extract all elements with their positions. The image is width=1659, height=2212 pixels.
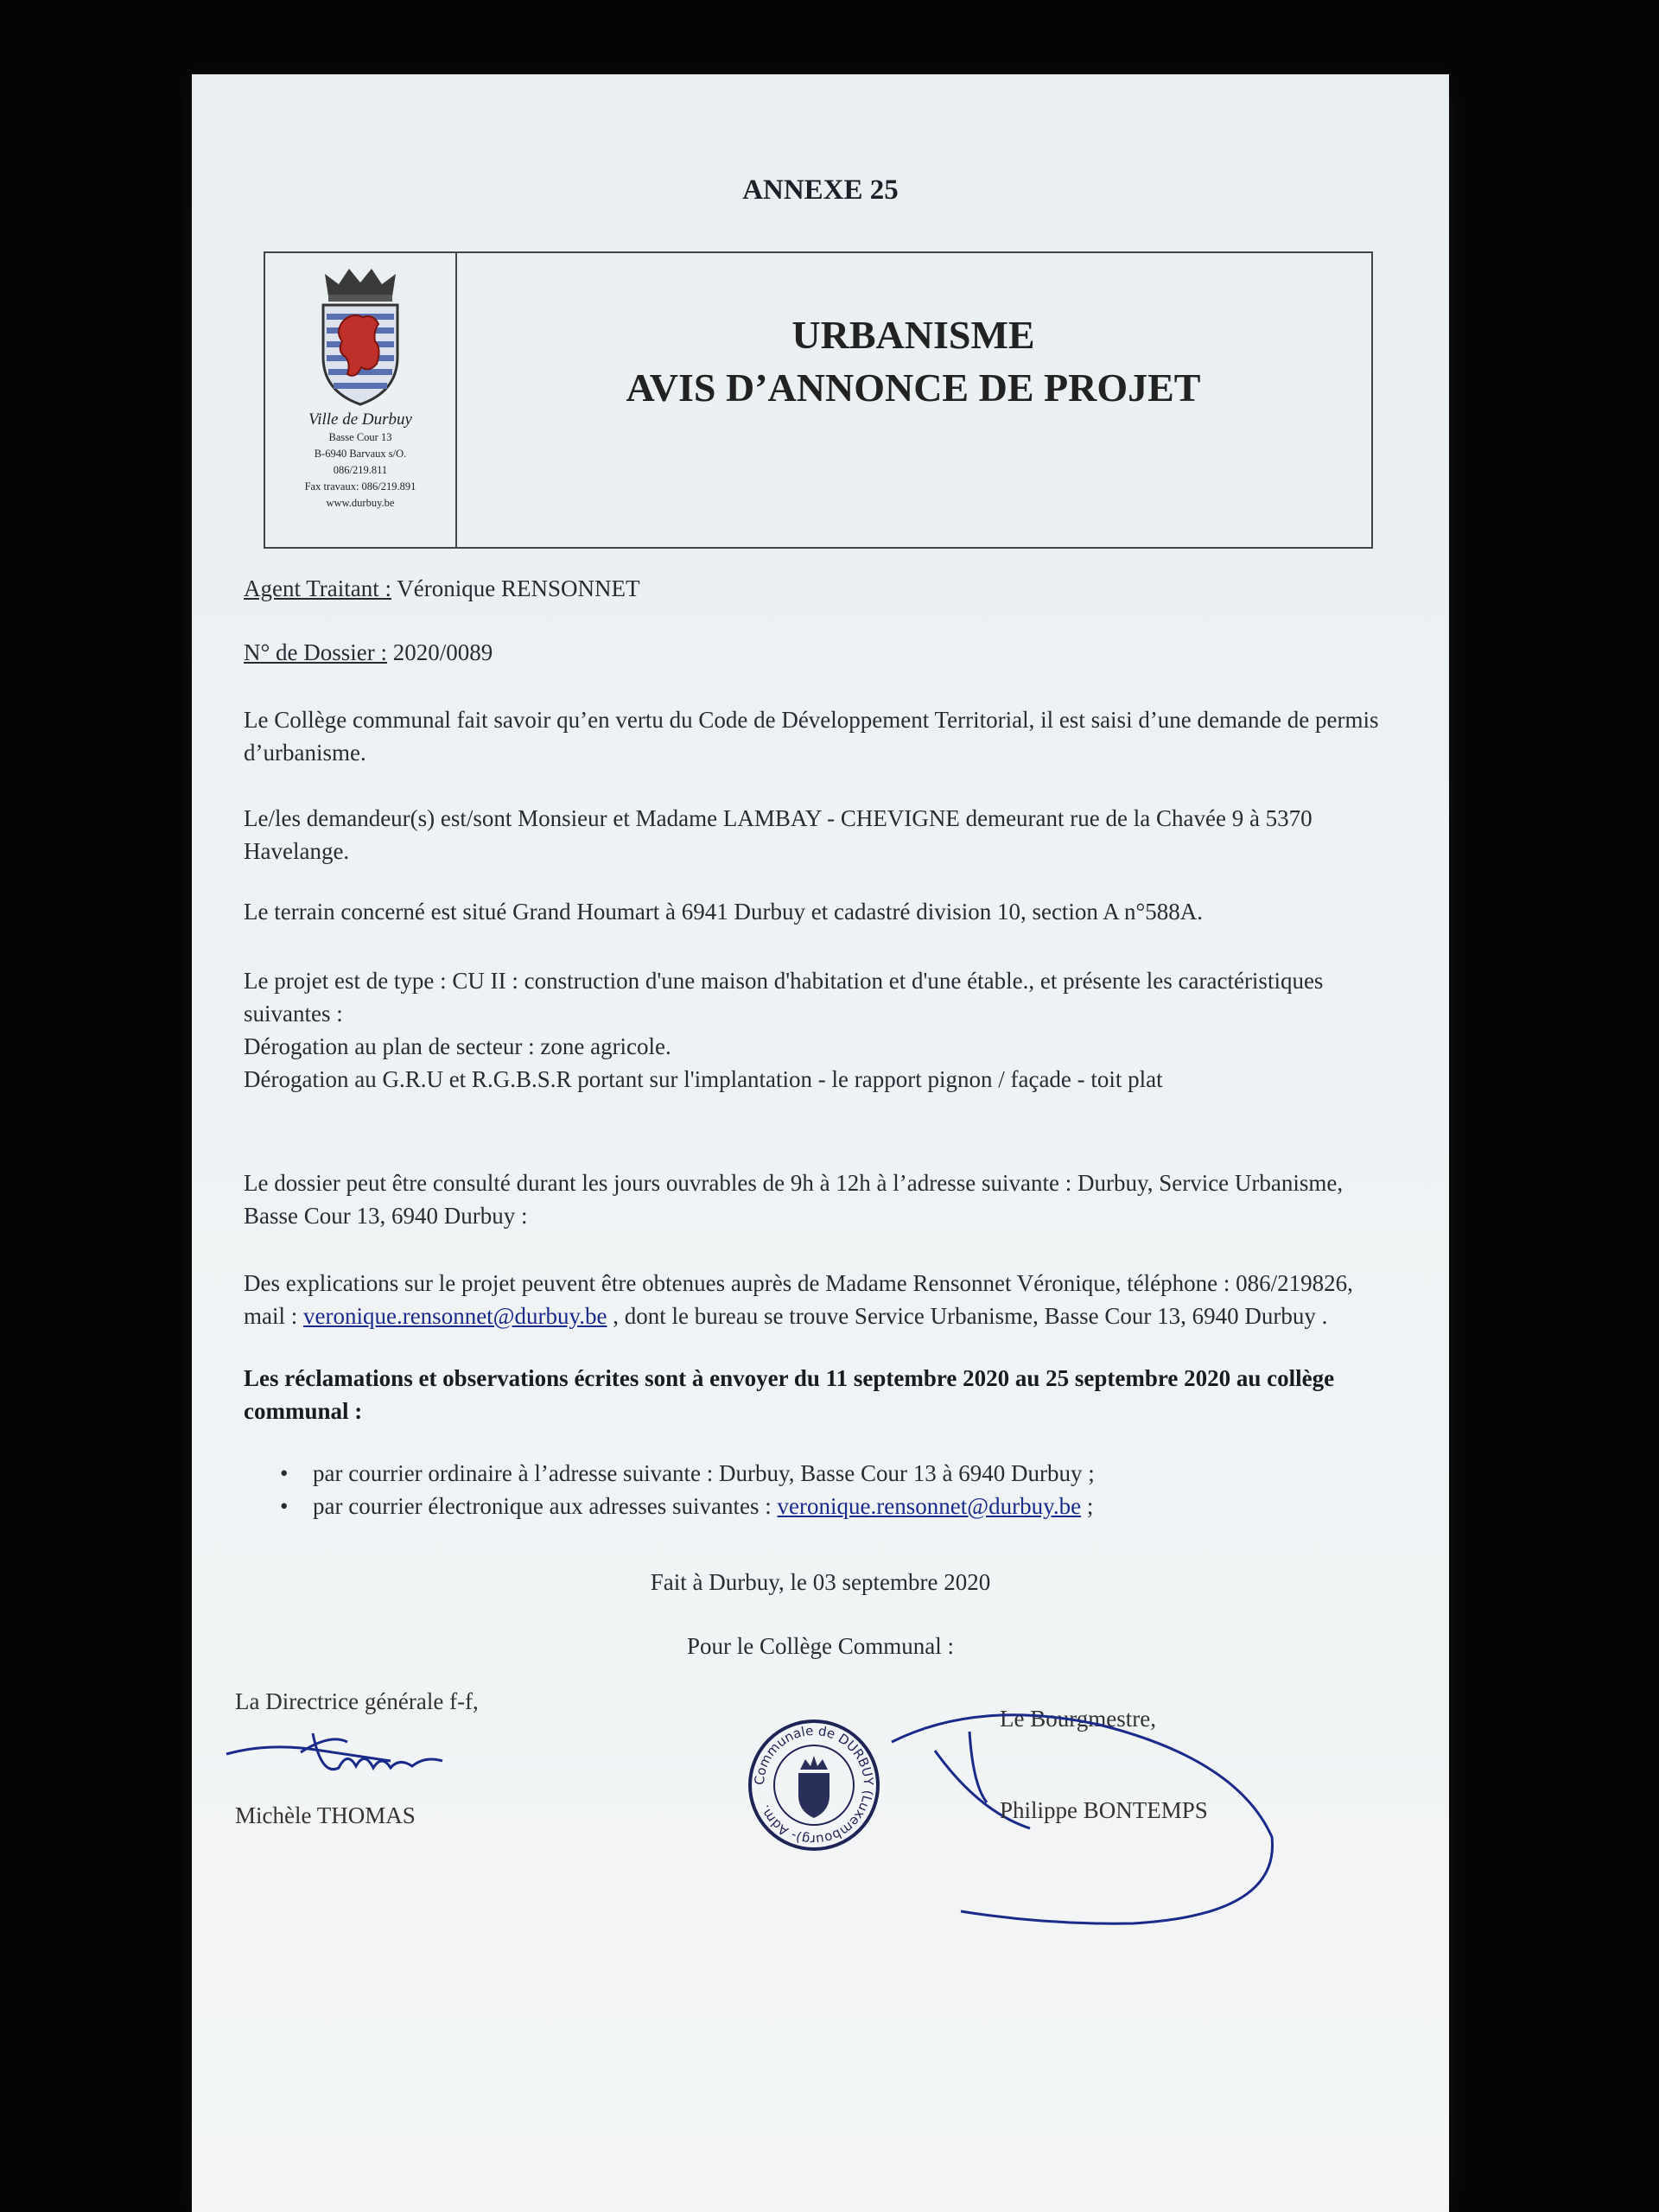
title-block <box>455 253 1371 547</box>
dossier-label: N° de Dossier : <box>244 639 388 665</box>
date-line: Fait à Durbuy, le 03 septembre 2020 <box>650 1569 991 1595</box>
dossier-value: 2020/0089 <box>387 639 493 665</box>
list-item <box>244 1490 1384 1522</box>
logo-address-line: Basse Cour 13 <box>328 431 392 443</box>
agent-value: Véronique RENSONNET <box>391 575 640 601</box>
terrain-paragraph: Le terrain concerné est situé Grand Houmart à 6941 Durbuy et cadastré division 10, section A n°588A. <box>244 899 1203 925</box>
directrice-name: Michèle THOMAS <box>235 1802 416 1828</box>
stamp-text: Communale de DURBUY (Luxembourg)- Adm. <box>751 1722 877 1848</box>
title-avis: AVIS D’ANNONCE DE PROJET <box>626 365 1201 410</box>
bourgmestre-name: Philippe BONTEMPS <box>1000 1797 1208 1823</box>
logo-fax-line: Fax travaux: 086/219.891 <box>304 480 416 493</box>
explications-text-end: , dont le bureau se trouve Service Urbanisme, Basse Cour 13, 6940 Durbuy . <box>607 1303 1328 1329</box>
projet-type: Le projet est de type : CU II : construction d'une maison d'habitation et d'une étable., et présente les caractéristiques suivantes : <box>244 968 1324 1027</box>
submission-list <box>244 1457 1384 1522</box>
bullet-postal: par courrier ordinaire à l’adresse suivante : Durbuy, Basse Cour 13 à 6940 Durbuy ; <box>313 1460 1095 1486</box>
list-item <box>244 1457 1384 1490</box>
college-line: Pour le Collège Communal : <box>687 1633 954 1659</box>
annexe-label: ANNEXE 25 <box>742 175 899 206</box>
explications-text: Des explications sur le projet peuvent être obtenues auprès de Madame Rensonnet Véronique, téléphone : 086/219826, mail : <box>244 1270 1353 1329</box>
town-name: Ville de Durbuy <box>308 410 412 429</box>
agent-line <box>244 572 1384 605</box>
derogation-gru: Dérogation au G.R.U et R.G.B.S.R portant sur l'implantation - le rapport pignon / façade - toit plat <box>244 1066 1163 1092</box>
header-box <box>264 251 1373 549</box>
bullet-email-end: ; <box>1081 1493 1094 1519</box>
logo-block <box>265 253 457 547</box>
directrice-signature-icon <box>218 1716 477 1802</box>
bourgmestre-title: Le Bourgmestre, <box>1000 1706 1156 1732</box>
intro-paragraph: Le Collège communal fait savoir qu’en vertu du Code de Développement Territorial, il est saisi d’une demande de permis d’urbanisme. <box>244 707 1379 766</box>
derogation-secteur: Dérogation au plan de secteur : zone agricole. <box>244 1033 671 1059</box>
durbuy-crest-icon <box>313 262 408 409</box>
bullet-icon: • <box>280 1493 289 1519</box>
reclamations-paragraph: Les réclamations et observations écrites sont à envoyer du 11 septembre 2020 au 25 septembre 2020 au collège communal : <box>244 1365 1335 1424</box>
demandeurs-paragraph: Le/les demandeur(s) est/sont Monsieur et Madame LAMBAY - CHEVIGNE demeurant rue de la Chavée 9 à 5370 Havelange. <box>244 805 1313 864</box>
dossier-line <box>244 636 1384 669</box>
bullet-email-link[interactable]: veronique.rensonnet@durbuy.be <box>777 1493 1082 1519</box>
bourgmestre-signature-icon <box>874 1707 1289 1984</box>
logo-website-line: www.durbuy.be <box>326 497 395 509</box>
agent-label: Agent Traitant : <box>244 575 392 601</box>
consult-paragraph: Le dossier peut être consulté durant les jours ouvrables de 9h à 12h à l’adresse suivante : Durbuy, Service Urbanisme, Basse Cour 13, 6940 Durbuy : <box>244 1170 1344 1229</box>
bullet-icon: • <box>280 1460 289 1486</box>
explications-paragraph <box>244 1267 1384 1332</box>
document-screen <box>192 74 1449 2212</box>
title-urbanisme: URBANISME <box>791 313 1035 357</box>
logo-phone-line: 086/219.811 <box>333 464 388 476</box>
logo-postcode-line: B-6940 Barvaux s/O. <box>314 448 407 460</box>
agent-email-link[interactable]: veronique.rensonnet@durbuy.be <box>303 1303 607 1329</box>
official-stamp-icon <box>745 1716 883 1854</box>
directrice-title: La Directrice générale f-f, <box>235 1688 479 1714</box>
projet-block <box>244 964 1384 1096</box>
bullet-email-text: par courrier électronique aux adresses suivantes : <box>313 1493 778 1519</box>
